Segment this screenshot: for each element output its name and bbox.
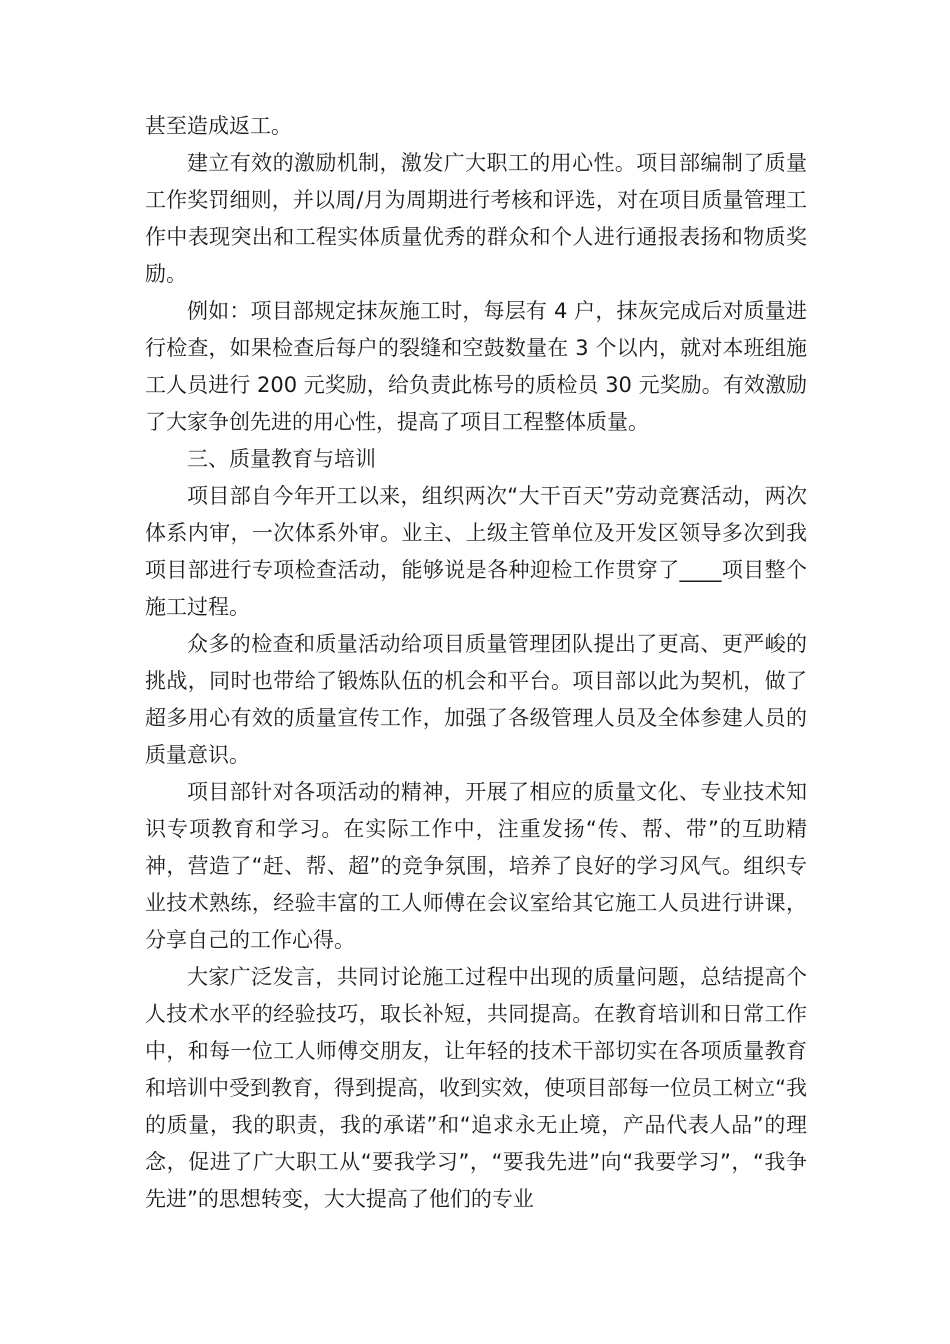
paragraph-5: 众多的检查和质量活动给项目质量管理团队提出了更高、更严峻的挑战，同时也带给了锻炼队伍的机会和平台。项目部以此为契机，做了超多用心有效的质量宣传工作，加强了各级管理人员及全体参建人员的质量意识。 (145, 632, 807, 767)
document-body (145, 108, 807, 1218)
paragraph-1: 甚至造成返工。 (145, 114, 292, 138)
section-heading: 三、质量教育与培训 (187, 447, 376, 471)
paragraph-2: 建立有效的激励机制，激发广大职工的用心性。项目部编制了质量工作奖罚细则，并以周/月为周期进行考核和评选，对在项目质量管理工作中表现突出和工程实体质量优秀的群众和个人进行通报表扬和物质奖励。 (145, 151, 807, 286)
paragraph-3: 例如：项目部规定抹灰施工时，每层有 4 户，抹灰完成后对质量进行检查，如果检查后每户的裂缝和空鼓数量在 3 个以内，就对本班组施工人员进行 200 元奖励，给负责此栋号的质检员 30 元奖励。有效激励了大家争创先进的用心性，提高了项目工程整体质量。 (145, 299, 807, 434)
paragraph-4: 项目部自今年开工以来，组织两次“大干百天”劳动竞赛活动，两次体系内审，一次体系外审。业主、上级主管单位及开发区领导多次到我项目部进行专项检查活动，能够说是各种迎检工作贯穿了____项目整个施工过程。 (145, 484, 807, 619)
paragraph-6: 项目部针对各项活动的精神，开展了相应的质量文化、专业技术知识专项教育和学习。在实际工作中，注重发扬“传、帮、带”的互助精神，营造了“赶、帮、超”的竞争氛围，培养了良好的学习风气。组织专业技术熟练，经验丰富的工人师傅在会议室给其它施工人员进行讲课，分享自己的工作心得。 (145, 780, 807, 952)
paragraph-7: 大家广泛发言，共同讨论施工过程中出现的质量问题，总结提高个人技术水平的经验技巧，取长补短，共同提高。在教育培训和日常工作中，和每一位工人师傅交朋友，让年轻的技术干部切实在各项质量教育和培训中受到教育，得到提高，收到实效，使项目部每一位员工树立“我的质量，我的职责，我的承诺”和“追求永无止境，产品代表人品”的理念，促进了广大职工从“要我学习”，“要我先进”向“我要学习”，“我争先进”的思想转变，大大提高了他们的专业 (145, 965, 807, 1211)
